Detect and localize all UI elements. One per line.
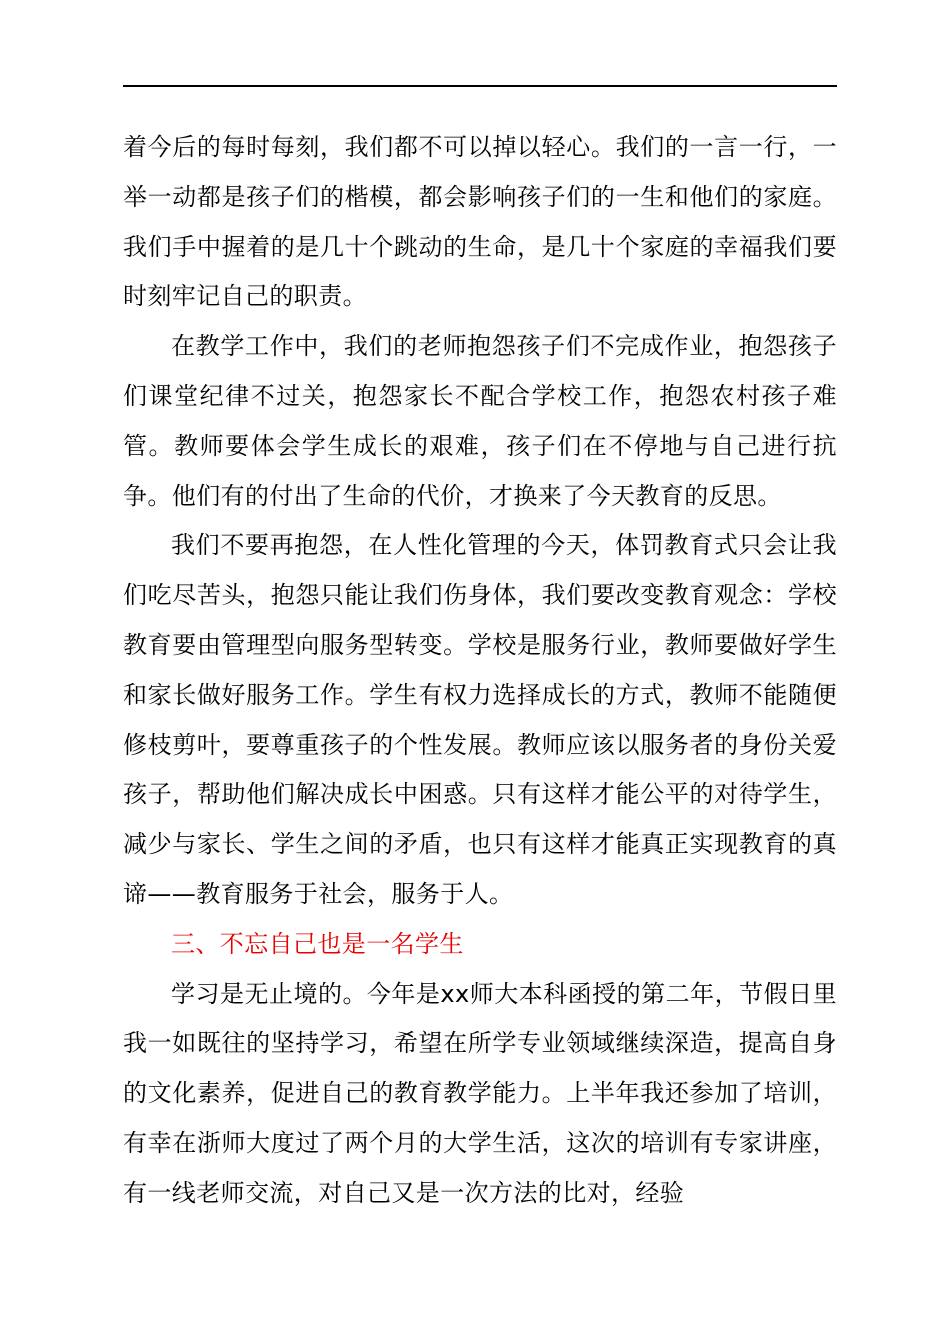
- section-heading: 三、不忘自己也是一名学生: [171, 929, 464, 958]
- header-rule: [123, 85, 837, 87]
- paragraph-lifelong-learning: 学习是无止境的。今年是xx师大本科函授的第二年，节假日里我一如既往的坚持学习，希望在所学专业领域继续深造，提高自身的文化素养，促进自己的教育教学能力。上半年我还参加了培训，有幸在浙师大度过了两个月的大学生活，这次的培训有专家讲座，有一线老师交流，对自己又是一次方法的比对，经验: [123, 979, 837, 1207]
- paragraph-continuation: 着今后的每时每刻，我们都不可以掉以轻心。我们的一言一行，一举一动都是孩子们的楷模，都会影响孩子们的一生和他们的家庭。我们手中握着的是几十个跳动的生命，是几十个家庭的幸福我们要时刻牢记自己的职责。: [123, 133, 837, 311]
- paragraph-teaching-complaints: 在教学工作中，我们的老师抱怨孩子们不完成作业，抱怨孩子们课堂纪律不过关，抱怨家长不配合学校工作，抱怨农村孩子难管。教师要体会学生成长的艰难，孩子们在不停地与自己进行抗争。他们有的付出了生命的代价，才换来了今天教育的反思。: [123, 332, 837, 510]
- paragraph-service-concept: 我们不要再抱怨，在人性化管理的今天，体罚教育式只会让我们吃尽苦头，抱怨只能让我们伤身体，我们要改变教育观念：学校教育要由管理型向服务型转变。学校是服务行业，教师要做好学生和家长做好服务工作。学生有权力选择成长的方式，教师不能随便修枝剪叶，要尊重孩子的个性发展。教师应该以服务者的身份关爱孩子，帮助他们解决成长中困惑。只有这样才能公平的对待学生，减少与家长、学生之间的矛盾，也只有这样才能真正实现教育的真谛——教育服务于社会，服务于人。: [123, 531, 837, 908]
- document-body: [123, 123, 837, 1219]
